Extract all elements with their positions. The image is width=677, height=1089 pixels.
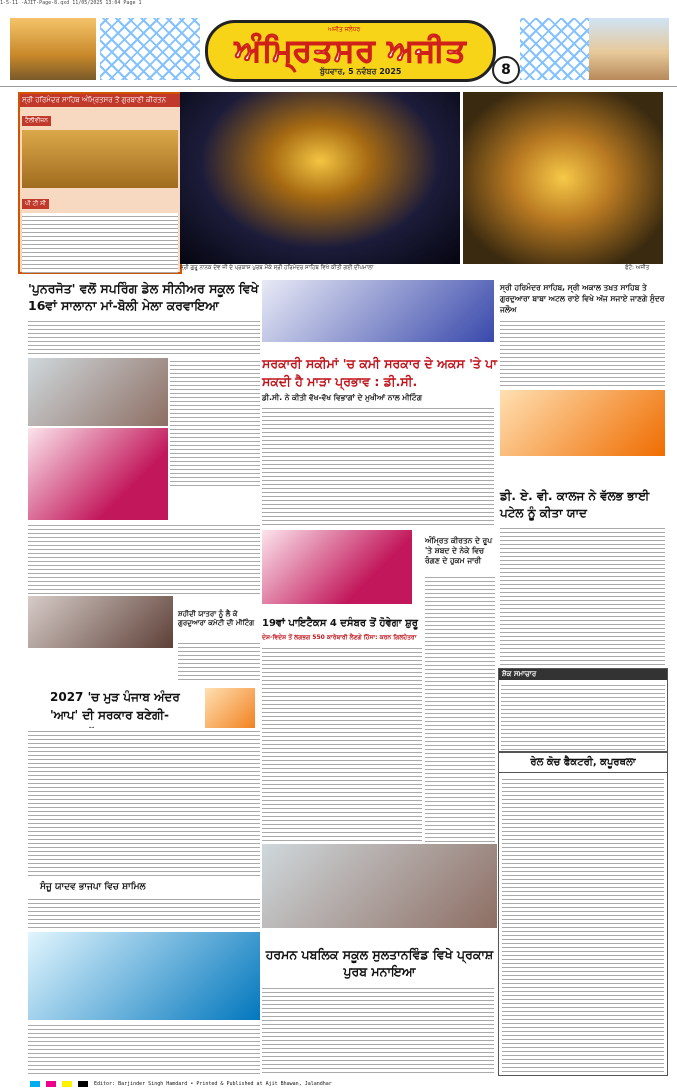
tender-text — [502, 776, 664, 1072]
decorated-gurdwara-photo — [463, 92, 663, 264]
story-headline-harman-school: ਹਰਮਨ ਪਬਲਿਕ ਸਕੂਲ ਸੁਲਤਾਨਵਿੰਡ ਵਿਖੇ ਪ੍ਰਕਾਸ਼ ਪੁਰਬ ਮਨਾਇਆ — [265, 947, 494, 979]
story-headline-aap-2027: 2027 'ਚ ਮੁੜ ਪੰਜਾਬ ਅੰਦਰ 'ਆਪ' ਦੀ ਸਰਕਾਰ ਬਣੇਗੀ- — [50, 690, 180, 722]
ceremony-photo — [28, 932, 260, 1020]
promo-schedule — [22, 213, 178, 273]
footer-credits: Editor: Barjinder Singh Hamdard • Printed & Published at Ajit Bhawan, Jalandhar — [94, 1080, 332, 1087]
story-headline-jalau: ਸ੍ਰੀ ਹਰਿਮੰਦਰ ਸਾਹਿਬ, ਸ੍ਰੀ ਅਕਾਲ ਤਖ਼ਤ ਸਾਹਿਬ ਤੇ ਗੁਰਦੁਆਰਾ ਬਾਬਾ ਅਟਲ ਰਾਏ ਵਿਖੇ ਅੱਜ ਸਜਾਏ ਜਾਣਗੇ ਸੁੰਦਰ ਜਲੌਅ — [500, 283, 665, 314]
promo-heading: ਸ੍ਰੀ ਹਰਿਮੰਦਰ ਸਾਹਿਬ ਅੰਮ੍ਰਿਤਸਰ ਤੋਂ ਗੁਰਬਾਣੀ ਕੀਰਤਨ — [20, 94, 180, 107]
story-body — [170, 358, 260, 486]
story-body — [178, 640, 260, 680]
black-swatch — [78, 1081, 88, 1087]
story-headline-govt-schemes: ਸਰਕਾਰੀ ਸਕੀਮਾਂ 'ਚ ਕਮੀ ਸਰਕਾਰ ਦੇ ਅਕਸ 'ਤੇ ਪਾ ਸਕਦੀ ਹੈ ਮਾੜਾ ਪ੍ਰਭਾਵ : ਡੀ.ਸੀ. — [262, 356, 497, 389]
story-headline-shaheedi-yatra: ਸ਼ਹੀਦੀ ਯਾਤਰਾ ਨੂੰ ਲੈ ਕੇ ਗੁਰਦੁਆਰਾ ਕਮੇਟੀ ਦੀ ਮੀਟਿੰਗ — [178, 610, 255, 627]
magenta-swatch — [46, 1081, 56, 1087]
photo-credit: ਫੋਟੋ: ਅਜੀਤ — [625, 265, 650, 271]
story-headline-amrit-kirtan: ਅੰਮ੍ਰਿਤ ਕੀਰਤਨ ਦੇ ਰੂਪ 'ਤੇ ਸ਼ਬਦ ਦੇ ਨੇਕੇ ਵਿਚ ਰੰਗਣ ਦੇ ਹੁਕਮ ਜਾਰੀ — [425, 536, 493, 565]
story-body — [28, 1022, 260, 1074]
story-body — [262, 985, 494, 1073]
story-body — [28, 318, 260, 356]
meeting-photo — [28, 596, 173, 648]
story-body — [500, 318, 665, 388]
obituary-heading: ਸ਼ੋਕ ਸਮਾਚਾਰ — [499, 669, 667, 680]
kirtan-promo-box — [18, 92, 182, 274]
story-body — [28, 896, 260, 930]
story-subhead-dc-meeting: ਡੀ.ਸੀ. ਨੇ ਕੀਤੀ ਵੱਖ-ਵੱਖ ਵਿਭਾਗਾਂ ਦੇ ਮੁਖੀਆਂ ਨਾਲ ਮੀਟਿੰਗ — [262, 393, 422, 402]
students-photo — [28, 428, 168, 520]
illuminated-temple-photo — [180, 92, 460, 264]
promo-label-ptc: ਪੀ ਟੀ ਸੀ — [22, 199, 49, 209]
story-body — [262, 645, 422, 841]
print-slug: 1-5-11 -AJIT-Page-8.qxd 11/05/2025 13:04 Page 1 — [0, 0, 142, 6]
story-body — [28, 728, 260, 878]
story-body — [262, 405, 494, 527]
dav-college-photo — [500, 390, 665, 456]
heritage-building-photo — [589, 18, 669, 80]
decor-pattern-left — [100, 18, 200, 80]
yellow-swatch — [62, 1081, 72, 1087]
promo-label-tv: ਟੈਲੀਵੀਜ਼ਨ — [22, 116, 51, 126]
newspaper-logo — [205, 20, 496, 82]
story-headline-mother-tongue-fair: 'ਪੁਨਰਜੋਤ' ਵਲੋਂ ਸਪਰਿੰਗ ਡੇਲ ਸੀਨੀਅਰ ਸਕੂਲ ਵਿਖੇ 16ਵਾਂ ਸਾਲਾਨਾ ਮਾਂ-ਬੋਲੀ ਮੇਲਾ ਕਰਵਾਇਆ — [28, 281, 259, 313]
fair-photo — [28, 358, 168, 426]
dc-meeting-photo — [262, 280, 494, 342]
obituary-box — [498, 668, 668, 752]
story-body — [28, 522, 260, 594]
story-body — [500, 525, 665, 665]
promo-photo — [22, 130, 178, 188]
golden-temple-photo — [10, 18, 96, 80]
story-headline-pitex: 19ਵਾਂ ਪਾਇਟੈਕਸ 4 ਦਸੰਬਰ ਤੋਂ ਹੋਵੇਗਾ ਸ਼ੁਰੂ — [262, 618, 418, 629]
cyan-swatch — [30, 1081, 40, 1087]
decor-pattern-right — [520, 18, 590, 80]
top-photo-caption: ਸ੍ਰੀ ਗੁਰੂ ਨਾਨਕ ਦੇਵ ਜੀ ਦੇ ਪ੍ਰਕਾਸ਼ ਪੁਰਬ ਮੌਕੇ ਸ੍ਰੀ ਹਰਿਮੰਦਰ ਸਾਹਿਬ ਵਿਖੇ ਕੀਤੀ ਗਈ ਦੀਪਮਾਲਾ — [180, 265, 374, 271]
obituary-text — [501, 682, 665, 750]
rcf-tender-notice — [498, 752, 668, 1076]
story-subhead-pitex: ਦੇਸ਼-ਵਿਦੇਸ਼ ਤੋਂ ਲਗਭਗ 550 ਕਾਰੋਬਾਰੀ ਲੈਣਗੇ ਹਿੱਸਾ: ਕਰਨ ਗਿਲਹੋਤਰਾ — [262, 634, 417, 641]
issue-date: ਬੁੱਧਵਾਰ, 5 ਨਵੰਬਰ 2025 — [320, 67, 402, 76]
story-body — [425, 574, 495, 842]
print-footer — [0, 1078, 677, 1089]
story-headline-sanju-yadav: ਸੰਜੂ ਯਾਦਵ ਭਾਜਪਾ ਵਿਚ ਸ਼ਾਮਿਲ — [40, 882, 146, 892]
newspaper-title: ਅੰਮ੍ਰਿਤਸਰ ਅਜੀਤ — [234, 32, 467, 69]
rcf-heading: ਰੇਲ ਕੋਚ ਫੈਕਟਰੀ, ਕਪੂਰਥਲਾ — [499, 753, 667, 773]
school-celebration-photo — [262, 844, 497, 928]
masthead — [0, 8, 677, 87]
pitex-launch-photo — [262, 530, 412, 604]
publisher-tag: ਅਜੀਤ ਜਲੰਧਰ — [328, 26, 361, 33]
page-number: 8 — [492, 56, 520, 84]
story-headline-dav-patel: ਡੀ. ਏ. ਵੀ. ਕਾਲਜ ਨੇ ਵੱਲਭ ਭਾਈ ਪਟੇਲ ਨੂੰ ਕੀਤਾ ਯਾਦ — [500, 489, 650, 520]
